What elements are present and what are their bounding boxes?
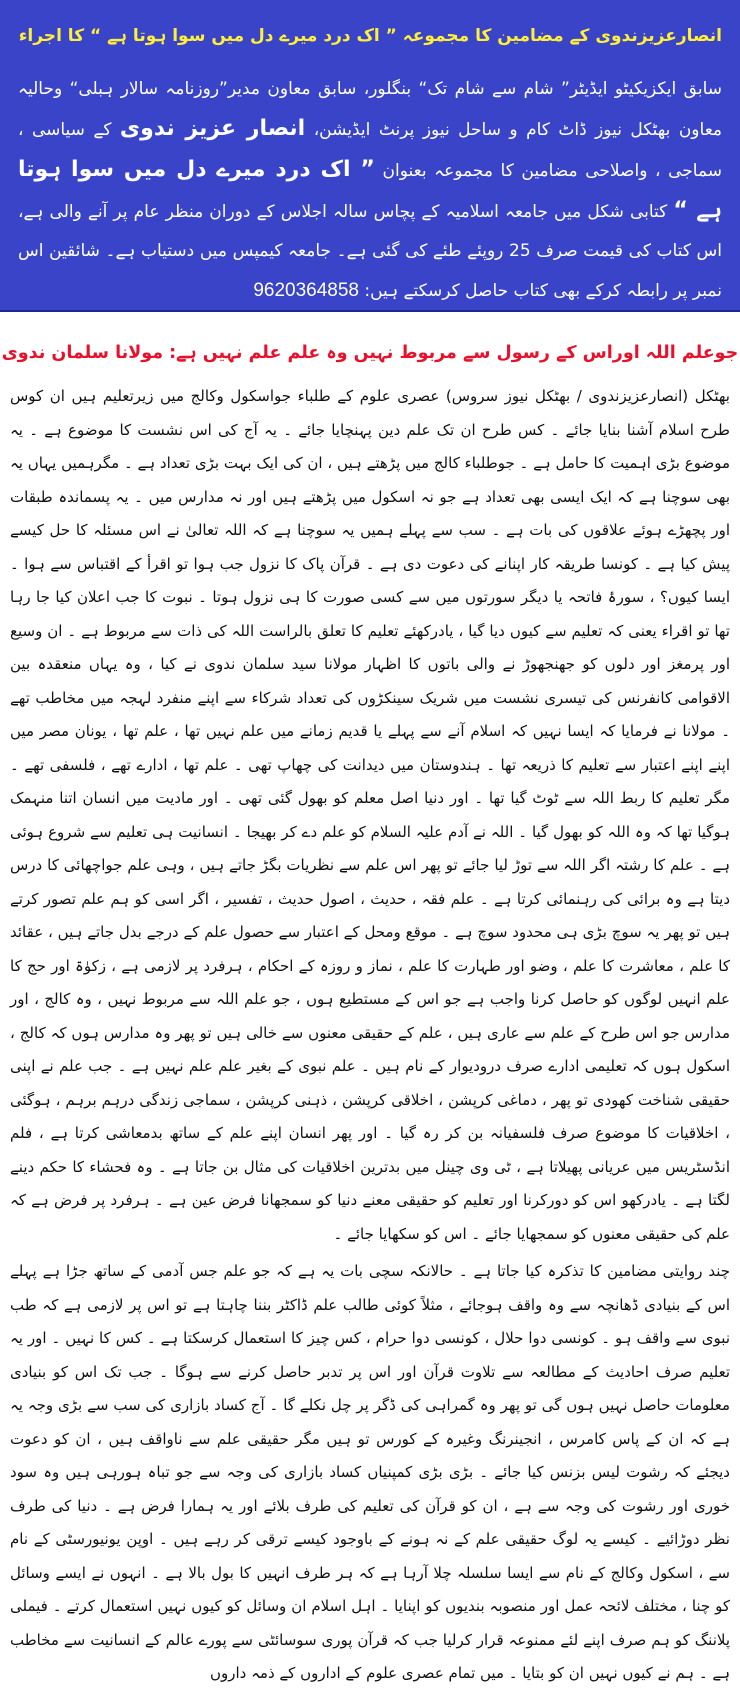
announcement-title: انصارعزیزندوی کے مضامین کا مجموعہ ” اک درد میرے دل میں سوا ہوتا ہے “ کا اجراء bbox=[18, 26, 722, 46]
author-name: انصار عزیز ندوی bbox=[119, 116, 306, 141]
contact-phone: 9620364858 bbox=[253, 280, 359, 301]
book-launch-announcement bbox=[0, 0, 740, 312]
book-title: ” اک درد میرے دل میں سوا ہوتا ہے “ bbox=[18, 157, 722, 223]
article-headline: جوعلم اللہ اوراس کے رسول سے مربوط نہیں وہ علم علم نہیں ہے: مولانا سلمان ندوی bbox=[1, 343, 739, 363]
article-body bbox=[10, 380, 730, 1682]
announcement-body bbox=[18, 70, 722, 311]
article-paragraph: بھٹکل (انصارعزیزندوی / بھٹکل نیوز سروس) عصری علوم کے طلباء جواسکول وکالج میں زیرتعلیم ہیں ان کوس طرح اسلام آشنا بنایا جائے ۔ کس طرح ان تک علم دین پہنچایا جائے ۔ یہ آج کی اس نشست کا موضوع ہے ۔ یہ موضوع بڑی اہمیت کا حامل ہے ۔ جوطلباء کالج میں پڑھتے ہیں ، ان کی ایک بہت بڑی تعداد ہے ۔ مگرہمیں یہاں یہ بھی سوچنا ہے کہ ایک ایسی بھی تعداد ہے جو نہ اسکول میں پڑھتے ہیں اور نہ مدارس میں ۔ یہ پسماندہ طبقات اور پچھڑے ہوئے علاقوں کی بات ہے ۔ سب سے پہلے ہمیں یہ سوچنا ہے کہ اللہ تعالیٰ نے اس مسئلہ کا حل کیسے پیش کیا ہے ۔ کونسا طریقہ کار اپنانے کی دعوت دی ہے ۔ قرآن پاک کا نزول جب ہوا تو اقرأ کے اقتباس سے ہوا ۔ ایسا کیوں؟ ، سورۂ فاتحہ یا دیگر سورتوں میں سے کسی صورت کا ہی نزول ہوتا ۔ نبوت کا جب اعلان کیا جا رہا تھا تو اقراء یعنی کہ تعلیم سے کیوں دیا گیا ، یادرکھئے تعلیم کا تعلق بالراست اللہ کی ذات سے مربوط ہے ۔ ان وسیع اور پرمغز اور دلوں کو جھنجھوڑ نے والی باتوں کا اظہار مولانا سید سلمان ندوی نے کیا ، وہ یہاں منعقدہ بین الاقوامی کانفرنس کی تیسری نشست میں شریک سینکڑوں کی تعداد شرکاء سے اپنے منفرد لہجہ میں مخاطب تھے ۔ مولانا نے فرمایا کہ ایسا نہیں کہ اسلام آنے سے پہلے یا قدیم زمانے میں علم نہیں تھا ، علم تھا ، یونان مصر میں اپنے اپنے اعتبار سے تعلیم کا ذریعہ تھا ۔ ہندوستان میں دیدانت کی چھاپ تھی ۔ علم تھا ، ادارے تھے ، فلسفی تھے ۔ مگر تعلیم کا ربط اللہ سے ٹوٹ گیا تھا ۔ اور دنیا اصل معلم کو بھول گئی تھی ۔ اور مادیت میں انسان اتنا منہمک ہوگیا تھا کہ وہ اللہ کو بھول گیا ۔ اللہ نے آدم علیہ السلام کو علم دے کر بھیجا ۔ انسانیت ہی تعلیم سے شروع ہوئی ہے ۔ علم کا رشتہ اگر اللہ سے توڑ لیا جائے تو پھر اس علم سے نظریات بگڑ جاتے ہیں ، وہی علم جواچھائی کا درس دیتا ہے وہ برائی کی رہنمائی کرتا ہے ۔ علم فقہ ، حدیث ، اصول حدیث ، تفسیر ، اگر اسی کو ہم علم تصور کرتے ہیں تو پھر یہ سوچ بڑی ہی محدود سوچ ہے ۔ موقع ومحل کے اعتبار سے حصول علم کے درجے بدل جاتے ہیں ، عقائد کا علم ، معاشرت کا علم ، وضو اور طہارت کا علم ، نماز و روزہ کے احکام ، ہرفرد پر لازمی ہے ، زکوٰۃ اور حج کا علم انہیں لوگوں کو حاصل کرنا واجب ہے جو اس کے مستطیع ہوں ، جو علم اللہ سے مربوط نہیں ، وہ کالج ، اور مدارس جو اس طرح کے علم سے عاری ہیں ، علم کے حقیقی معنوں سے خالی ہیں تو پھر وہ مدارس ہوں کہ کالج ، اسکول ہوں کہ تعلیمی ادارے صرف درودیوار کے نام ہیں ۔ علم نبوی کے بغیر علم علم نہیں ہے ۔ جب علم نے اپنی حقیقی شناخت کھودی تو پھر ، دماغی کرپشن ، اخلاقی کرپشن ، ذہنی کرپشن ، سماجی زندگی درہم برہم ، ہوگئی ، اخلاقیات کا موضوع صرف فلسفیانہ بن کر رہ گیا ۔ اور پھر انسان اپنے علم کے ساتھ بدمعاشی کرتا ہے ، فلم انڈسٹریس میں عریانی پھیلاتا ہے ، ٹی وی چینل میں بدترین اخلاقیات کی مثال بن جاتا ہے ۔ وہ فحشاء کا حکم دینے لگتا ہے ۔ یادرکھو اس کو دورکرنا اور تعلیم کو حقیقی معنے دنیا کو سمجھانا فرض عین ہے ۔ ہرفرد پر فرض ہے کہ علم کی حقیقی معنوں کو سمجھایا جائے ۔ اس کو سکھایا جائے ۔ bbox=[10, 387, 730, 1243]
announcement-text-2: کے سیاسی ، سماجی ، واصلاحی مضامین کا مجموعہ بعنوان bbox=[18, 120, 723, 181]
announcement-text-3: کتابی شکل میں جامعہ اسلامیہ کے پچاس سالہ اجلاس کے دوران منظر عام پر آنے والی ہے، اس کتاب کی قیمت صرف 25 روپئے طئے کی گئی ہے۔ جامعہ کیمپس میں دستیاب ہے۔ شائقین اس نمبر پر رابطہ کرکے بھی کتاب حاصل کرسکتے ہیں: bbox=[18, 202, 722, 301]
article-paragraph: چند روایتی مضامین کا تذکرہ کیا جاتا ہے ۔ حالانکہ سچی بات یہ ہے کہ جو علم جس آدمی کے ساتھ جڑا ہے پہلے اس کے بنیادی ڈھانچہ سے وہ واقف ہوجائے ، مثلاً کوئی طالب علم ڈاکٹر بننا چاہتا ہے تو اس پر لازمی ہے کہ طب نبوی سے واقف ہو ۔ کونسی دوا حلال ، کونسی دوا حرام ، کس چیز کا استعمال کرسکتا ہے ۔ کس کا نہیں ۔ اور یہ تعلیم صرف احادیث کے مطالعہ سے تلاوت قرآن اور اس پر تدبر حاصل کرنے سے ہوگا ۔ جب تک اس کو بنیادی معلومات حاصل نہیں ہوں گی تو پھر وہ گمراہی کی ڈگر پر چل نکلے گا ۔ آج کساد بازاری کی سب سے بڑی وجہ یہ ہے کہ ان کے پاس کامرس ، انجینرنگ وغیرہ کے کورس تو ہیں مگر حقیقی علم سے ناواقف ہیں ، ان کو دعوت دیجئے کہ رشوت لیس بزنس کیا جائے ۔ بڑی بڑی کمپنیاں کساد بازاری کی وجہ سے جو تباہ ہورہی ہیں وہ سود خوری اور رشوت کی وجہ سے ہے ، ان کو قرآن کی تعلیم کی طرف بلائے اور یہ ہمارا فرض ہے ۔ دنیا کی طرف نظر دوڑائیے ۔ کیسے یہ لوگ حقیقی علم کے نہ ہونے کے باوجود کیسے ترقی کر رہے ہیں ۔ اوپن یونیورسٹی کے نام سے ، اسکول وکالج کے نام سے ایسا سلسلہ چلا آرہا ہے کہ ہر طرف انہیں کا بول بالا ہے ۔ انہوں نے ایسے وسائل کو چنا ، مختلف لائحہ عمل اور منصوبہ بندیوں کو اپنایا ۔ اہل اسلام ان وسائل کو کیوں نہیں استعمال کرتے ۔ فیملی پلاننگ کو ہم صرف اپنے لئے ممنوعہ قرار کرلیا جب کہ قرآن پوری سوسائٹی سے پورے عالم کے انسانیت سے مخاطب ہے ۔ ہم نے کیوں نہیں ان کو بتایا ۔ میں تمام عصری علوم کے اداروں کے ذمہ داروں bbox=[10, 1262, 730, 1682]
announcement-text-1: سابق ایکزیکیٹو ایڈیٹر” شام سے شام تک“ بنگلور، سابق معاون مدیر”روزنامہ سالار ہبلی“ وحالیہ معاون بھٹکل نیوز ڈاٹ کام و ساحل نیوز پرنٹ ایڈیشن، bbox=[18, 79, 723, 140]
